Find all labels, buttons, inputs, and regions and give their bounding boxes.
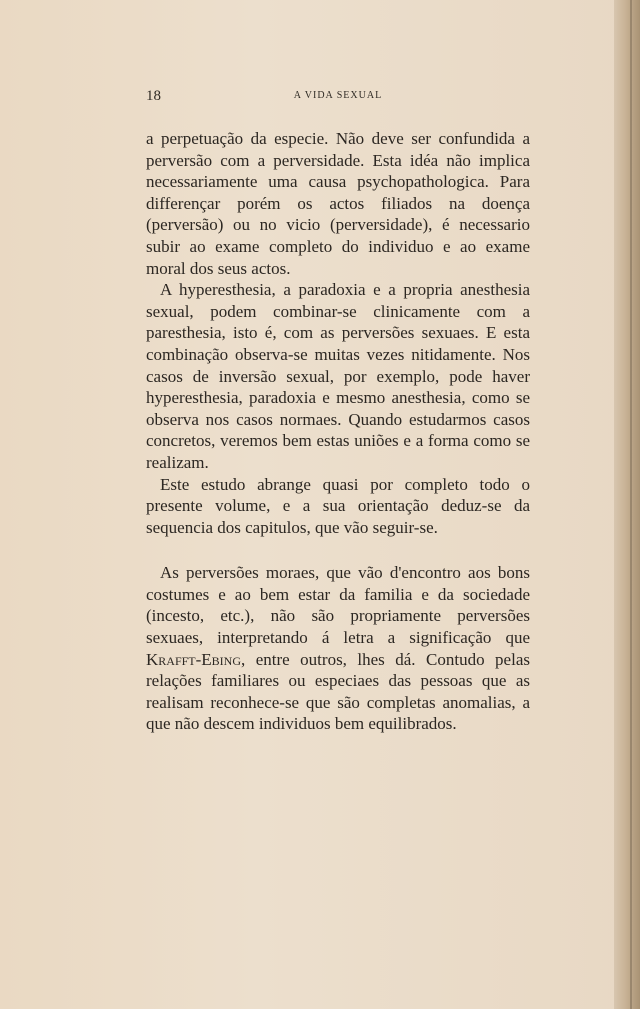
section-gap (146, 538, 530, 562)
running-title: A VIDA SEXUAL (293, 90, 383, 101)
spine-line (630, 0, 632, 1009)
paragraph-4-text-end: , entre outros, lhes dá. Contudo pelas relações familiares ou especiaes das pessoas que as realisam reconhece-se que são completas anomalias, a que não descem individuos bem equilibrados. (146, 649, 530, 734)
paragraph-4-text-start: As perversões moraes, que vão d'encontro aos bons costumes e ao bem estar da familia e da sociedade (incesto, etc.), não são propriamente perversões sexuaes, interpretando á letra a significação que (146, 563, 530, 648)
page-number: 18 (146, 88, 161, 104)
main-text (146, 128, 530, 735)
book-spine-edge (614, 0, 640, 1009)
paragraph-3: Este estudo abrange quasi por completo todo o presente volume, e a sua orientação deduz-se da sequencia dos capitulos, que vão seguir-se. (146, 474, 530, 537)
paragraph-4 (146, 562, 530, 735)
running-head (146, 88, 530, 108)
paragraph-2: A hyperesthesia, a paradoxia e a propria anesthesia sexual, podem combinar-se clinicamente com a paresthesia, isto é, com as perversões sexuaes. E esta combinação observa-se muitas vezes nitidamente. Nos casos de inversão sexual, por exemplo, pode haver hyperesthesia, paradoxia e mesmo anesthesia, como se observa nos casos normaes. Quando estudarmos casos concretos, veremos bem estas uniões e a forma como se realizam. (146, 280, 530, 472)
author-name: Krafft-Ebing (146, 649, 242, 669)
paragraph-1: a perpetuação da especie. Não deve ser confundida a perversão com a perversidade. Esta idéa não implica necessariamente uma causa psychopathologica. Para differençar porém os actos filiados na doença (perversão) ou no vicio (perversidade), é necessario subir ao exame completo do individuo e ao exame moral dos seus actos. (146, 129, 530, 278)
